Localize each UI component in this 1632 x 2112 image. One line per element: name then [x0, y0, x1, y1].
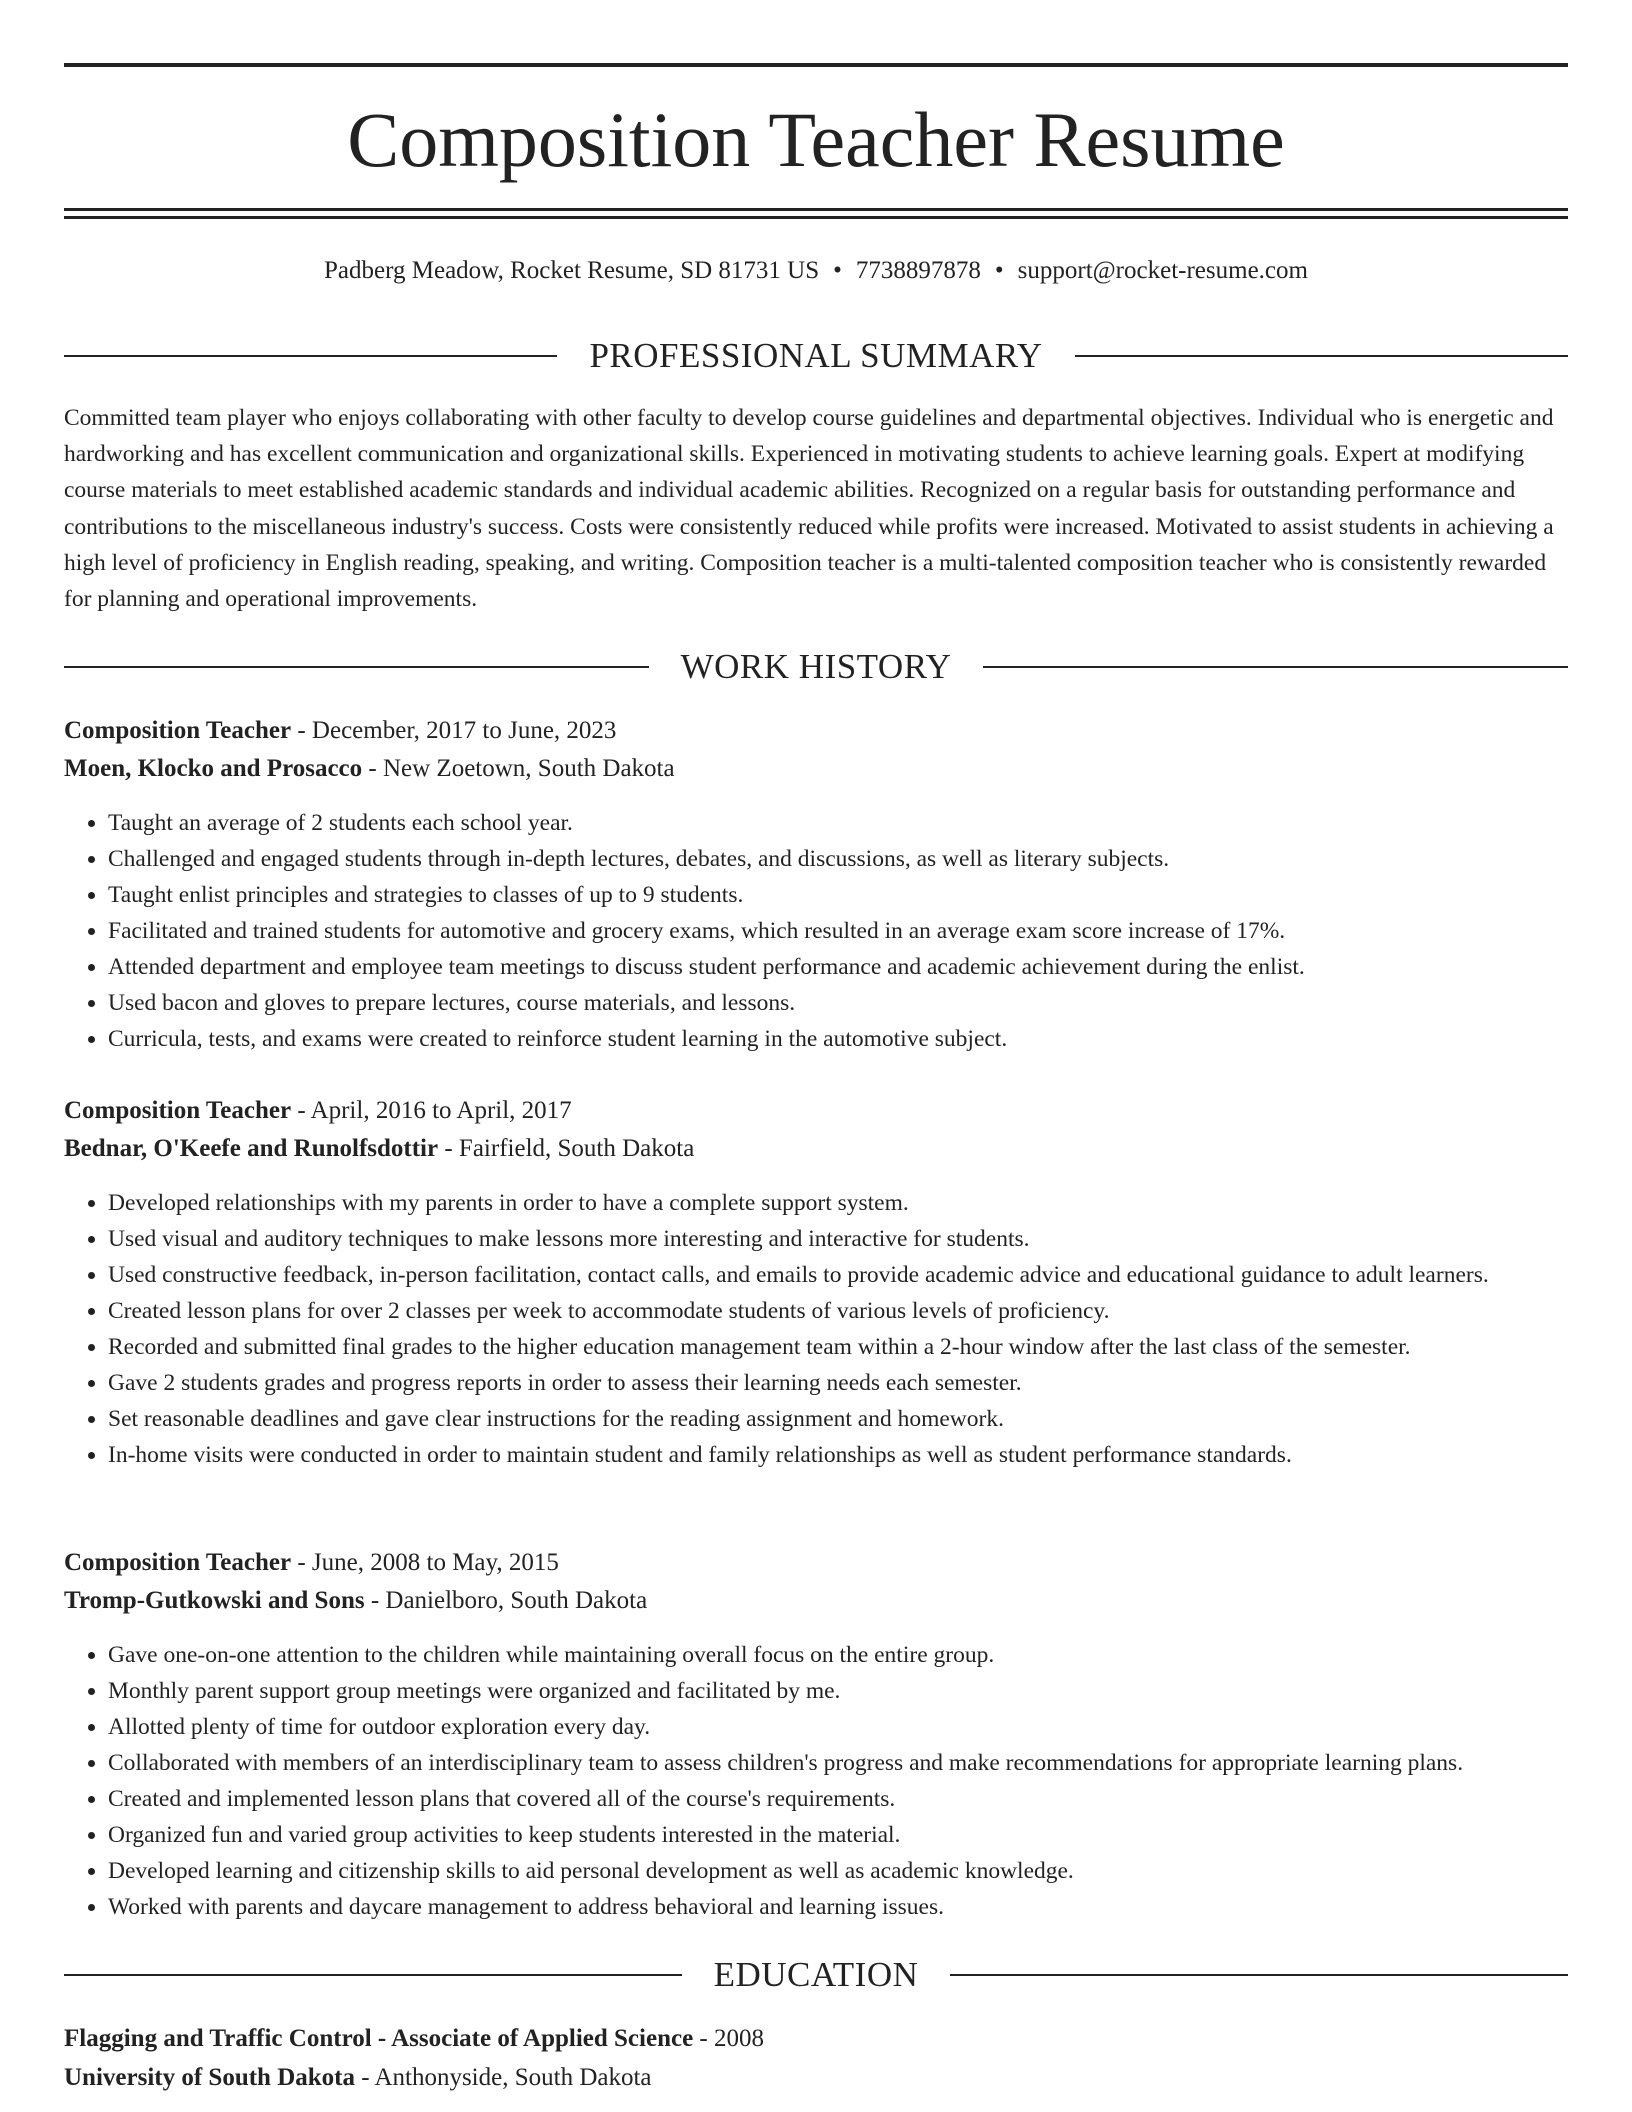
list-item: • Allotted plenty of time for outdoor exploration every day.	[108, 1709, 1568, 1745]
job-company: Bednar, O'Keefe and Runolfsdottir	[64, 1135, 439, 1162]
job-title: Composition Teacher	[64, 1097, 292, 1124]
title-double-rule	[64, 208, 1568, 219]
education-school: University of South Dakota	[64, 2064, 355, 2091]
work-history-heading-label: WORK HISTORY	[680, 647, 952, 686]
list-item: • Set reasonable deadlines and gave clear instructions for the reading assignment and homework.	[108, 1401, 1568, 1437]
list-item: • Gave 2 students grades and progress reports in order to assess their learning needs each semester.	[108, 1365, 1568, 1401]
job-1-bullets	[64, 805, 1568, 1057]
job-2-title-line	[64, 1092, 1568, 1130]
job-location: - New Zoetown, South Dakota	[362, 755, 675, 782]
list-item: • Taught enlist principles and strategies to classes of up to 9 students.	[108, 877, 1568, 913]
contact-phone: 7738897878	[855, 257, 981, 284]
list-item: • Developed relationships with my parents in order to have a complete support system.	[108, 1185, 1568, 1221]
heading-rule-left	[64, 1974, 682, 1976]
education-year: - 2008	[693, 2025, 764, 2052]
work-history-heading	[64, 645, 1568, 689]
job-company: Tromp-Gutkowski and Sons	[64, 1587, 365, 1614]
job-3-company-line	[64, 1582, 1568, 1620]
list-item: • Developed learning and citizenship skills to aid personal development as well as academic knowledge.	[108, 1853, 1568, 1889]
job-dates: - December, 2017 to June, 2023	[291, 717, 617, 744]
job-title: Composition Teacher	[64, 1549, 292, 1576]
heading-rule-right	[950, 1974, 1568, 1976]
list-item: • Curricula, tests, and exams were created to reinforce student learning in the automotive subject.	[108, 1021, 1568, 1057]
job-3-bullets	[64, 1637, 1568, 1925]
job-location: - Fairfield, South Dakota	[438, 1135, 695, 1162]
contact-line	[64, 254, 1568, 288]
job-2-bullets	[64, 1185, 1568, 1473]
list-item: • Used bacon and gloves to prepare lectures, course materials, and lessons.	[108, 985, 1568, 1021]
summary-heading	[64, 334, 1568, 378]
top-rule	[64, 63, 1568, 67]
list-item: • Created and implemented lesson plans that covered all of the course's requirements.	[108, 1781, 1568, 1817]
job-location: - Danielboro, South Dakota	[364, 1587, 648, 1614]
list-item: • Challenged and engaged students through in-depth lectures, debates, and discussions, as well as literary subjects.	[108, 841, 1568, 877]
resume-title: Composition Teacher Resume	[347, 96, 1285, 183]
education-degree: Flagging and Traffic Control - Associate of Applied Science	[64, 2025, 694, 2052]
list-item: • Used visual and auditory techniques to make lessons more interesting and interactive for students.	[108, 1221, 1568, 1257]
list-item: • Taught an average of 2 students each school year.	[108, 805, 1568, 841]
education-heading	[64, 1953, 1568, 1997]
list-item: • Used constructive feedback, in-person facilitation, contact calls, and emails to provide academic advice and educational guidance to adult learners.	[108, 1257, 1568, 1293]
list-item: • Attended department and employee team meetings to discuss student performance and academic achievement during the enlist.	[108, 949, 1568, 985]
job-2-company-line	[64, 1130, 1568, 1168]
heading-rule-left	[64, 666, 649, 668]
summary-heading-label: PROFESSIONAL SUMMARY	[589, 336, 1043, 375]
list-item: • Worked with parents and daycare management to address behavioral and learning issues.	[108, 1889, 1568, 1925]
job-3-title-line	[64, 1544, 1568, 1582]
job-1-company-line	[64, 750, 1568, 788]
job-title: Composition Teacher	[64, 717, 292, 744]
list-item: • Organized fun and varied group activities to keep students interested in the material.	[108, 1817, 1568, 1853]
education-heading-label: EDUCATION	[713, 1955, 919, 1994]
list-item: • Monthly parent support group meetings were organized and facilitated by me.	[108, 1673, 1568, 1709]
education-degree-line	[64, 2020, 1568, 2058]
job-company: Moen, Klocko and Prosacco	[64, 755, 363, 782]
job-dates: - April, 2016 to April, 2017	[291, 1097, 572, 1124]
list-item: • In-home visits were conducted in order to maintain student and family relationships as well as student performance standards.	[108, 1437, 1568, 1473]
job-dates: - June, 2008 to May, 2015	[291, 1549, 559, 1576]
contact-separator: •	[994, 257, 1004, 284]
list-item: • Collaborated with members of an interdisciplinary team to assess children's progress and make recommendations for appropriate learning plans.	[108, 1745, 1568, 1781]
summary-text: Committed team player who enjoys collaborating with other faculty to develop course guidelines and departmental objectives. Individual who is energetic and hardworking and has excellent communication and organizational skills. Experienced in motivating students to achieve learning goals. Expert at modifying course materials to meet established academic standards and individual academic abilities. Recognized on a regular basis for outstanding performance and contributions to the miscellaneous industry's success. Costs were consistently reduced while profits were increased. Motivated to assist students in achieving a high level of proficiency in English reading, speaking, and writing. Composition teacher is a multi-talented composition teacher who is consistently rewarded for planning and operational improvements.	[64, 405, 1554, 613]
heading-rule-right	[983, 666, 1568, 668]
list-item: • Facilitated and trained students for automotive and grocery exams, which resulted in an average exam score increase of 17%.	[108, 913, 1568, 949]
heading-rule-right	[1075, 355, 1568, 357]
contact-address: Padberg Meadow, Rocket Resume, SD 81731 US	[324, 257, 820, 284]
job-1-title-line	[64, 712, 1568, 750]
education-school-line	[64, 2059, 1568, 2097]
list-item: • Gave one-on-one attention to the children while maintaining overall focus on the entire group.	[108, 1637, 1568, 1673]
contact-email: support@rocket-resume.com	[1017, 257, 1308, 284]
contact-separator: •	[833, 257, 842, 284]
heading-rule-left	[64, 355, 557, 357]
list-item: • Created lesson plans for over 2 classes per week to accommodate students of various levels of proficiency.	[108, 1293, 1568, 1329]
list-item: • Recorded and submitted final grades to the higher education management team within a 2-hour window after the last class of the semester.	[108, 1329, 1568, 1365]
education-location: - Anthonyside, South Dakota	[355, 2064, 652, 2091]
